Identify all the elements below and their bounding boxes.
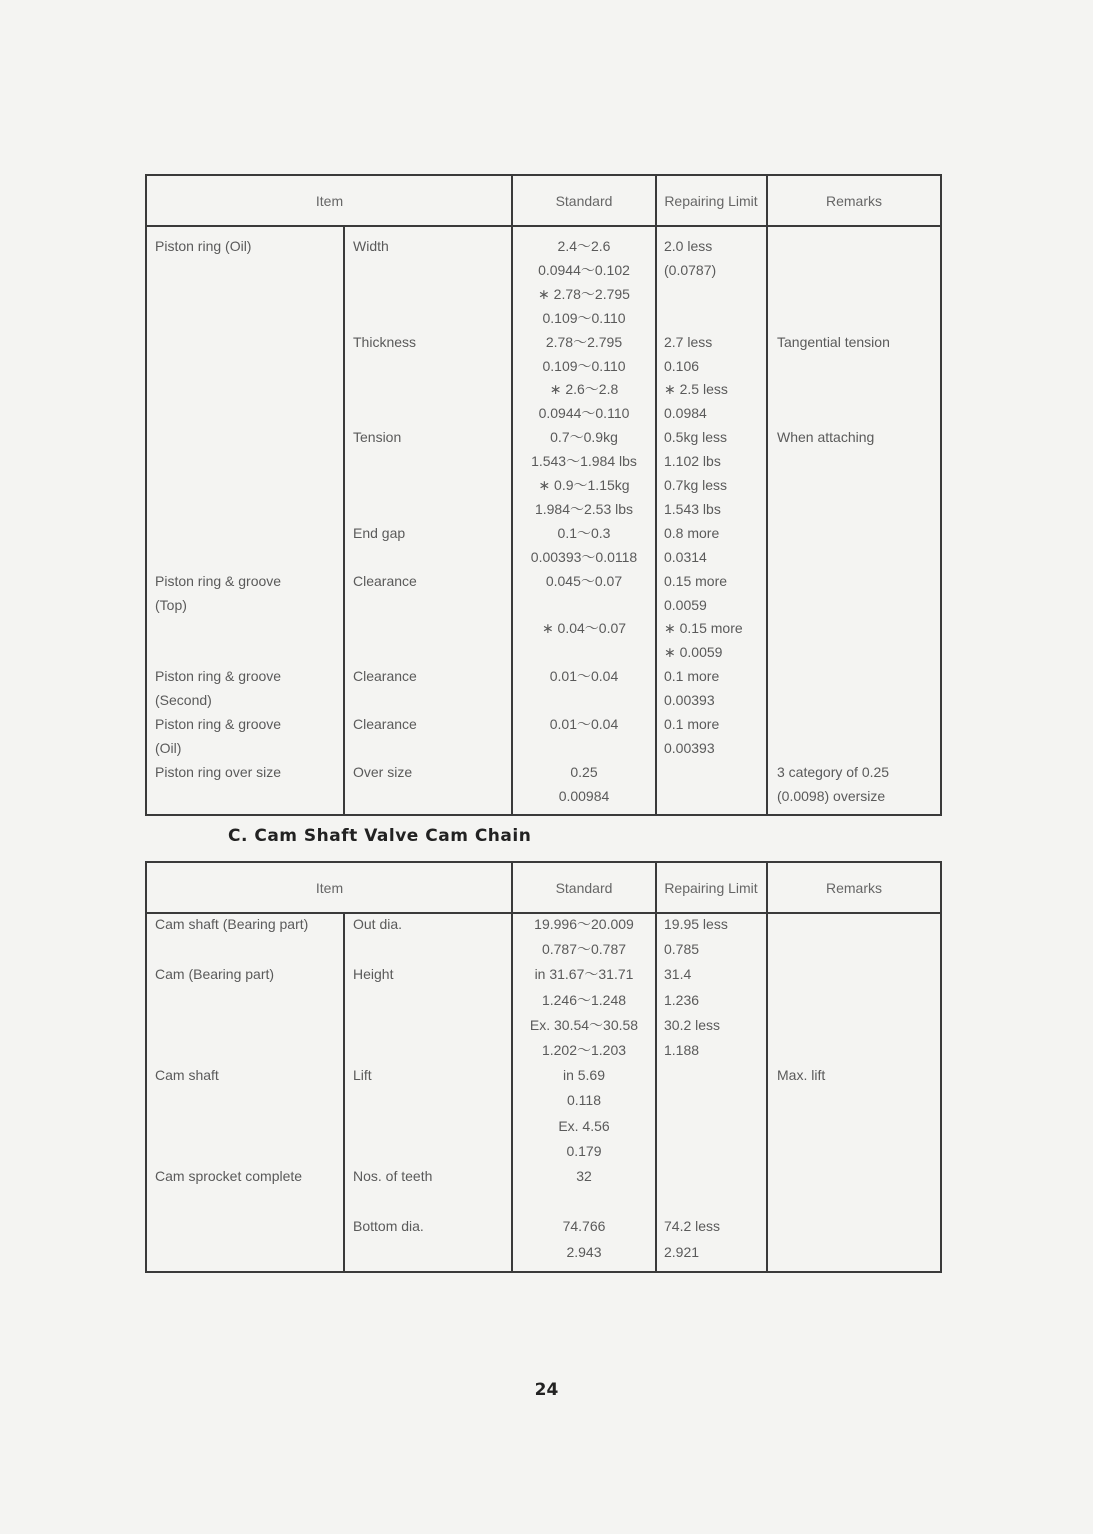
header-item: Item bbox=[315, 192, 344, 209]
repairing-limit-cell: 0.785 bbox=[664, 941, 700, 958]
repairing-limit-cell: 1.236 bbox=[664, 991, 700, 1008]
table-header bbox=[147, 176, 940, 227]
repairing-limit-cell: 2.7 less bbox=[664, 333, 713, 350]
standard-cell: in 5.69 bbox=[562, 1067, 606, 1084]
item-cell: Cam sprocket complete bbox=[155, 1168, 303, 1184]
standard-cell: 0.7～0.9kg bbox=[550, 429, 618, 446]
sub-item-cell: Height bbox=[353, 966, 394, 983]
item-cell: Piston ring (Oil) bbox=[155, 238, 252, 254]
repairing-limit-cell: 1.102 lbs bbox=[664, 453, 721, 470]
standard-cell: ∗ 0.04～0.07 bbox=[541, 620, 627, 637]
table-header bbox=[147, 863, 940, 914]
item-cell: (Oil) bbox=[155, 739, 182, 756]
repairing-limit-cell: 0.1 more bbox=[664, 716, 720, 732]
item-cell: Cam shaft (Bearing part) bbox=[155, 916, 309, 932]
sub-item-cell: Nos. of teeth bbox=[353, 1168, 433, 1184]
standard-cell: 0.1～0.3 bbox=[557, 524, 611, 541]
repairing-limit-cell: 74.2 less bbox=[664, 1218, 721, 1235]
standard-cell: 2.4～2.6 bbox=[557, 238, 611, 254]
sub-item-cell: Over size bbox=[353, 763, 413, 780]
repairing-limit-cell: 2.0 less bbox=[664, 238, 713, 254]
column-divider bbox=[511, 176, 513, 814]
column-divider bbox=[343, 227, 345, 814]
repairing-limit-cell: 19.95 less bbox=[664, 916, 728, 932]
item-cell: Piston ring over size bbox=[155, 763, 282, 780]
standard-cell: 0.179 bbox=[566, 1142, 602, 1159]
sub-item-cell: Clearance bbox=[353, 668, 417, 685]
standard-cell: 2.78～2.795 bbox=[545, 333, 623, 350]
item-cell: Piston ring & groove bbox=[155, 716, 282, 732]
standard-cell: ∗ 0.9～1.15kg bbox=[538, 477, 630, 493]
sub-item-cell: Tension bbox=[353, 429, 402, 446]
repairing-limit-cell: 0.8 more bbox=[664, 524, 720, 541]
repairing-limit-cell: 0.5kg less bbox=[664, 429, 728, 446]
sub-item-cell: Thickness bbox=[353, 333, 417, 350]
standard-cell: 0.118 bbox=[567, 1092, 601, 1109]
standard-cell: 0.25 bbox=[570, 763, 598, 780]
header-repairing-limit: Repairing Limit bbox=[664, 192, 758, 209]
column-divider bbox=[655, 863, 657, 1271]
item-cell: (Top) bbox=[155, 596, 187, 613]
repairing-limit-cell: ∗ 0.0059 bbox=[664, 644, 723, 661]
item-cell: (Second) bbox=[155, 692, 212, 709]
repairing-limit-cell: ∗ 2.5 less bbox=[664, 381, 728, 398]
sub-item-cell: Width bbox=[353, 238, 389, 254]
sub-item-cell: Clearance bbox=[353, 572, 417, 589]
cam-shaft-spec-table bbox=[145, 861, 942, 1273]
remarks-cell: Tangential tension bbox=[777, 333, 890, 350]
repairing-limit-cell: 2.921 bbox=[664, 1243, 700, 1260]
standard-cell: 0.01～0.04 bbox=[549, 716, 619, 732]
repairing-limit-cell: 1.188 bbox=[664, 1042, 700, 1058]
remarks-cell: (0.0098) oversize bbox=[777, 787, 886, 804]
sub-item-cell: Out dia. bbox=[353, 916, 403, 932]
standard-cell: 0.0944～0.102 bbox=[538, 261, 630, 278]
repairing-limit-cell: (0.0787) bbox=[664, 261, 717, 278]
piston-ring-spec-table bbox=[145, 174, 942, 816]
column-divider bbox=[511, 863, 513, 1271]
sub-item-cell: End gap bbox=[353, 524, 406, 541]
repairing-limit-cell: 1.543 lbs bbox=[664, 500, 721, 517]
standard-cell: 1.246～1.248 bbox=[541, 991, 627, 1008]
standard-cell: 32 bbox=[576, 1168, 592, 1184]
header-standard: Standard bbox=[555, 192, 613, 209]
header-item: Item bbox=[315, 879, 344, 896]
standard-cell: 1.984～2.53 lbs bbox=[534, 500, 634, 517]
header-remarks: Remarks bbox=[825, 192, 882, 209]
standard-cell: 0.0944～0.110 bbox=[538, 405, 630, 422]
sub-item-cell: Bottom dia. bbox=[353, 1218, 424, 1235]
standard-cell: Ex. 30.54～30.58 bbox=[529, 1016, 639, 1033]
standard-cell: 0.787～0.787 bbox=[541, 941, 627, 958]
standard-cell: 0.045～0.07 bbox=[545, 572, 623, 589]
repairing-limit-cell: 0.106 bbox=[664, 357, 700, 374]
repairing-limit-cell: 0.0314 bbox=[664, 548, 707, 565]
repairing-limit-cell: 0.7kg less bbox=[664, 477, 728, 493]
item-cell: Cam (Bearing part) bbox=[155, 966, 275, 983]
standard-cell: 0.00984 bbox=[558, 787, 610, 804]
remarks-cell: 3 category of 0.25 bbox=[777, 763, 890, 780]
repairing-limit-cell: 0.00393 bbox=[664, 692, 715, 709]
column-divider bbox=[766, 176, 768, 814]
remarks-cell: Max. lift bbox=[777, 1067, 826, 1084]
sub-item-cell: Clearance bbox=[353, 716, 417, 732]
column-divider bbox=[655, 176, 657, 814]
standard-cell: 0.109～0.110 bbox=[542, 357, 626, 374]
repairing-limit-cell: 0.1 more bbox=[664, 668, 720, 685]
repairing-limit-cell: 0.0984 bbox=[664, 405, 707, 422]
repairing-limit-cell: ∗ 0.15 more bbox=[664, 620, 743, 637]
item-cell: Piston ring & groove bbox=[155, 668, 282, 685]
remarks-cell: When attaching bbox=[777, 429, 875, 446]
column-divider bbox=[343, 914, 345, 1271]
repairing-limit-cell: 0.15 more bbox=[664, 572, 728, 589]
item-cell: Cam shaft bbox=[155, 1067, 219, 1084]
header-repairing-limit: Repairing Limit bbox=[664, 879, 758, 896]
column-divider bbox=[766, 863, 768, 1271]
standard-cell: 2.943 bbox=[566, 1243, 602, 1260]
standard-cell: ∗ 2.6～2.8 bbox=[549, 381, 619, 398]
standard-cell: 1.543～1.984 lbs bbox=[531, 453, 637, 470]
repairing-limit-cell: 0.00393 bbox=[664, 739, 715, 756]
repairing-limit-cell: 31.4 bbox=[664, 966, 692, 983]
standard-cell: 0.109～0.110 bbox=[542, 309, 626, 326]
standard-cell: ∗ 2.78～2.795 bbox=[538, 285, 630, 302]
page-number: 24 bbox=[534, 1380, 559, 1400]
standard-cell: 19.996～20.009 bbox=[534, 916, 634, 932]
item-cell: Piston ring & groove bbox=[155, 572, 282, 589]
standard-cell: in 31.67～31.71 bbox=[534, 966, 634, 983]
standard-cell: Ex. 4.56 bbox=[558, 1117, 610, 1134]
sub-item-cell: Lift bbox=[353, 1067, 372, 1084]
standard-cell: 0.00393～0.0118 bbox=[530, 548, 638, 565]
header-remarks: Remarks bbox=[825, 879, 882, 896]
standard-cell: 1.202～1.203 bbox=[541, 1042, 627, 1058]
repairing-limit-cell: 0.0059 bbox=[664, 596, 707, 613]
section-title: C. Cam Shaft Valve Cam Chain bbox=[228, 826, 532, 846]
standard-cell: 0.01～0.04 bbox=[549, 668, 619, 685]
repairing-limit-cell: 30.2 less bbox=[664, 1016, 721, 1033]
header-standard: Standard bbox=[555, 879, 613, 896]
standard-cell: 74.766 bbox=[562, 1218, 606, 1235]
